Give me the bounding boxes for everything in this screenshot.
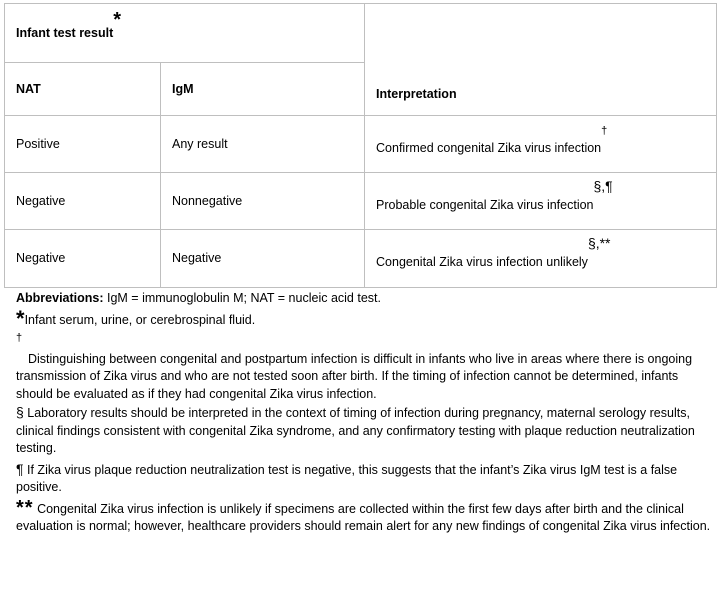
interp-value: Congenital Zika virus infection unlikely <box>376 255 588 269</box>
interpretation-header-label: Interpretation <box>376 87 457 101</box>
table-row <box>5 173 717 230</box>
igm-cell <box>161 116 365 173</box>
footnote-mark-section: § <box>16 404 24 420</box>
igm-value: Nonnegative <box>172 193 243 208</box>
nat-value: Negative <box>16 193 66 208</box>
nat-cell <box>5 230 161 288</box>
nat-header-label: NAT <box>16 81 41 96</box>
nat-cell <box>5 116 161 173</box>
footnote-mark: §,¶ <box>593 177 613 194</box>
footnote-pilcrow <box>16 462 716 497</box>
group-header-cell <box>5 4 365 63</box>
igm-header-label: IgM <box>172 81 194 96</box>
results-table <box>4 3 717 288</box>
igm-cell <box>161 230 365 288</box>
footnote-text: Infant serum, urine, or cerebrospinal fluid. <box>24 312 256 327</box>
footnote-section <box>16 405 716 458</box>
table-header-row-1 <box>5 4 717 63</box>
igm-cell <box>161 173 365 230</box>
group-header-label: Infant test result <box>16 25 114 40</box>
footnotes <box>16 290 716 536</box>
footnote-text: Distinguishing between congenital and postpartum infection is difficult in infants who live in areas where there is ongoing transmission of Zika virus and who are not tested soon after birth. If the timing of infection cannot be determined, infants should be evaluated as if they had congenital Zika virus infection. <box>16 351 693 401</box>
igm-header-cell <box>161 63 365 116</box>
footnote-star <box>16 305 716 331</box>
footnote-mark: † <box>601 124 608 137</box>
igm-value: Any result <box>172 136 228 151</box>
nat-value: Negative <box>16 251 66 265</box>
footnote-mark-star: * <box>113 8 122 31</box>
footnote-text: Laboratory results should be interpreted in the context of timing of infection during pregnancy, maternal serology results, clinical findings consistent with congenital Zika syndrome, and any confirmatory testing with plaque reduction neutralization testing. <box>16 406 695 455</box>
footnote-mark-pilcrow: ¶ <box>16 460 24 477</box>
nat-value: Positive <box>16 136 60 151</box>
interp-value: Probable congenital Zika virus infection <box>376 197 594 212</box>
table-row <box>5 116 717 173</box>
interp-value: Confirmed congenital Zika virus infection <box>376 140 602 155</box>
abbreviations-text: IgM = immunoglobulin M; NAT = nucleic acid test. <box>107 291 381 305</box>
footnote-mark-star: * <box>16 305 25 331</box>
footnote-mark: §,** <box>587 235 611 251</box>
abbreviations-label: Abbreviations: <box>16 291 104 305</box>
footnote-dagger <box>16 333 716 403</box>
interpretation-header-cell <box>365 4 717 116</box>
interp-cell <box>365 116 717 173</box>
abbreviations-note <box>16 290 716 308</box>
interp-cell <box>365 230 717 288</box>
footnote-mark-dagger: † <box>16 332 23 344</box>
table-row <box>5 230 717 288</box>
footnote-mark-double-star: ** <box>16 496 34 519</box>
footnote-double-star <box>16 496 716 536</box>
interp-cell <box>365 173 717 230</box>
nat-cell <box>5 173 161 230</box>
igm-value: Negative <box>172 251 222 265</box>
footnote-text: If Zika virus plaque reduction neutralization test is negative, this suggests that the infant’s Zika virus IgM test is a false positive. <box>16 462 678 494</box>
nat-header-cell <box>5 63 161 116</box>
footnote-text: Congenital Zika virus infection is unlikely if specimens are collected within the first few days after birth and the clinical evaluation is normal; however, healthcare providers should remain alert for any new findings of congenital Zika virus infection. <box>16 501 711 533</box>
